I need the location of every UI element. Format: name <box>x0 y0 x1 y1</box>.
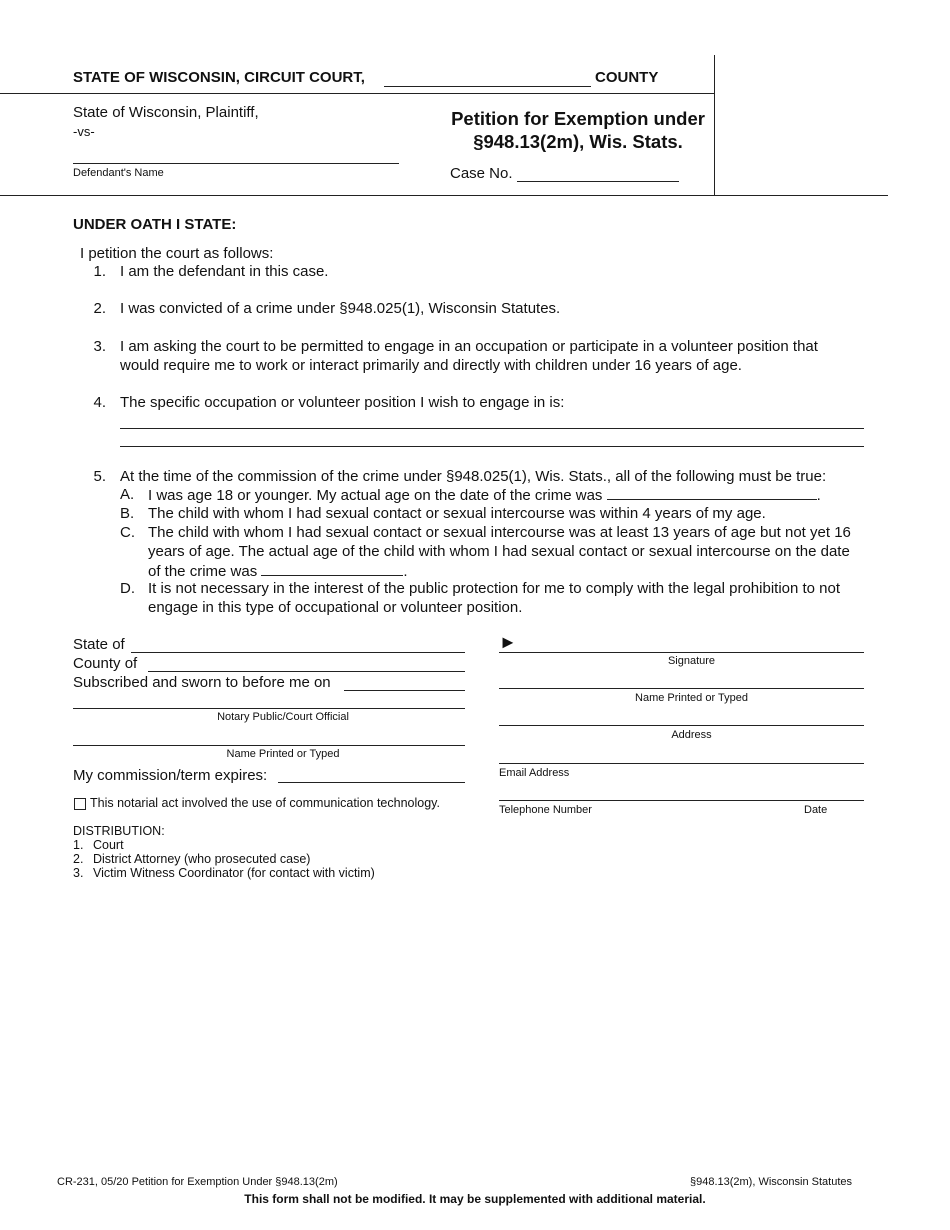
title-line-2: §948.13(2m), Wis. Stats. <box>473 131 683 152</box>
county-of-field[interactable] <box>148 671 465 672</box>
caption-divider-bottom <box>0 195 888 196</box>
case-number-field[interactable] <box>517 181 679 182</box>
distribution-list <box>73 824 375 880</box>
sub-item-letter: D. <box>120 580 135 597</box>
item-text: The specific occupation or volunteer position I wish to engage in is: <box>120 394 565 411</box>
signature-field[interactable] <box>499 652 864 653</box>
period: . <box>403 563 408 580</box>
item-text: At the time of the commission of the crime under §948.025(1), Wis. Stats., all of the following must be true: <box>120 468 827 485</box>
page-title <box>440 107 716 153</box>
notary-name-label: Name Printed or Typed <box>226 748 340 760</box>
county-of-label: County of <box>73 655 138 672</box>
email-field[interactable] <box>499 763 864 764</box>
distribution-number: 2. <box>73 852 84 866</box>
sub-item-text-line-2: engage in this type of occupational or volunteer position. <box>148 599 523 616</box>
state-of-label: State of <box>73 636 125 653</box>
sub-item-letter: C. <box>120 524 135 541</box>
phone-label: Telephone Number <box>499 804 592 816</box>
distribution-text: Victim Witness Coordinator (for contact with victim) <box>93 866 375 880</box>
court-caption <box>73 69 365 86</box>
distribution-item-1 <box>73 838 375 852</box>
item-number: 3. <box>93 338 106 355</box>
signer-name-label: Name Printed or Typed <box>635 692 748 704</box>
state-of-field[interactable] <box>131 652 465 653</box>
case-number-label: Case No. <box>450 165 513 182</box>
item-number: 5. <box>93 468 106 485</box>
footer-statute: §948.13(2m), Wisconsin Statutes <box>689 1176 852 1188</box>
distribution-number: 1. <box>73 838 84 852</box>
item-number: 1. <box>93 263 106 280</box>
signer-name-field[interactable] <box>499 688 864 689</box>
sub-item-letter: B. <box>120 505 135 522</box>
commission-label: My commission/term expires: <box>73 767 268 784</box>
county-field[interactable] <box>384 86 591 87</box>
court-suffix: COUNTY <box>595 69 659 86</box>
item-text-line-1: I am asking the court to be permitted to engage in an occupation or participate in a volunteer position that <box>120 338 818 355</box>
sub-item-text: The child with whom I had sexual contact or sexual intercourse was within 4 years of my age. <box>148 505 766 522</box>
sub-item-text-line-1: The child with whom I had sexual contact or sexual intercourse was at least 13 years of age but not yet 16 <box>148 524 851 541</box>
sub-item-letter: A. <box>120 486 135 503</box>
defendant-age-field[interactable] <box>607 486 817 500</box>
defendant-name-label: Defendant's Name <box>73 167 164 179</box>
address-field[interactable] <box>499 725 864 726</box>
oath-heading: UNDER OATH I STATE: <box>73 216 237 233</box>
subscribed-date-field[interactable] <box>344 690 465 691</box>
date-label: Date <box>804 804 828 816</box>
sub-item-text <box>148 486 821 506</box>
email-label: Email Address <box>499 767 570 779</box>
distribution-heading: DISTRIBUTION: <box>73 824 165 838</box>
vs-label: -vs- <box>73 124 95 139</box>
checkbox-label: This notarial act involved the use of communication technology. <box>90 796 440 810</box>
plaintiff-label: State of Wisconsin, Plaintiff, <box>73 104 259 121</box>
sub-item-c-label: of the crime was <box>148 563 258 580</box>
occupation-field-line-2[interactable] <box>120 446 864 447</box>
distribution-text: District Attorney (who prosecuted case) <box>93 852 311 866</box>
footer-form-id: CR-231, 05/20 Petition for Exemption Under §948.13(2m) <box>57 1176 338 1188</box>
notary-name-line[interactable] <box>73 745 465 746</box>
distribution-text: Court <box>93 838 124 852</box>
signature-label: Signature <box>667 655 716 667</box>
distribution-item-3 <box>73 866 375 880</box>
item-number: 2. <box>93 300 106 317</box>
sub-item-text-line-2: years of age. The actual age of the child with whom I had sexual contact or sexual intercourse on the date <box>148 543 850 560</box>
communication-technology-checkbox[interactable] <box>74 798 86 810</box>
distribution-number: 3. <box>73 866 84 880</box>
footer-notice: This form shall not be modified. It may be supplemented with additional material. <box>244 1192 706 1206</box>
notary-official-signature-line[interactable] <box>73 708 465 709</box>
defendant-name-field[interactable] <box>73 163 399 164</box>
sub-item-a-label: I was age 18 or younger. My actual age on the date of the crime was <box>148 487 603 504</box>
notary-official-label: Notary Public/Court Official <box>217 711 349 723</box>
subscribed-label: Subscribed and sworn to before me on <box>73 674 331 691</box>
title-line-1: Petition for Exemption under <box>451 108 705 129</box>
item-number: 4. <box>93 394 106 411</box>
court-prefix: STATE OF WISCONSIN, CIRCUIT COURT, <box>73 69 365 86</box>
caption-divider-top <box>0 93 714 94</box>
period: . <box>816 487 821 504</box>
child-age-field[interactable] <box>261 562 403 576</box>
sub-item-text-line-3 <box>148 562 408 582</box>
sub-item-text-line-1: It is not necessary in the interest of the public protection for me to comply with the legal prohibition to not <box>148 580 841 597</box>
intro-text: I petition the court as follows: <box>80 245 274 262</box>
occupation-field-line-1[interactable] <box>120 428 864 429</box>
phone-date-field[interactable] <box>499 800 864 801</box>
item-text: I am the defendant in this case. <box>120 263 329 280</box>
item-text-line-2: would require me to work or interact primarily and directly with children under 16 years of age. <box>120 357 742 374</box>
arrow-icon: ► <box>499 632 517 652</box>
address-label: Address <box>671 729 712 741</box>
distribution-item-2 <box>73 852 375 866</box>
item-text: I was convicted of a crime under §948.025(1), Wisconsin Statutes. <box>120 300 561 317</box>
commission-field[interactable] <box>278 782 465 783</box>
